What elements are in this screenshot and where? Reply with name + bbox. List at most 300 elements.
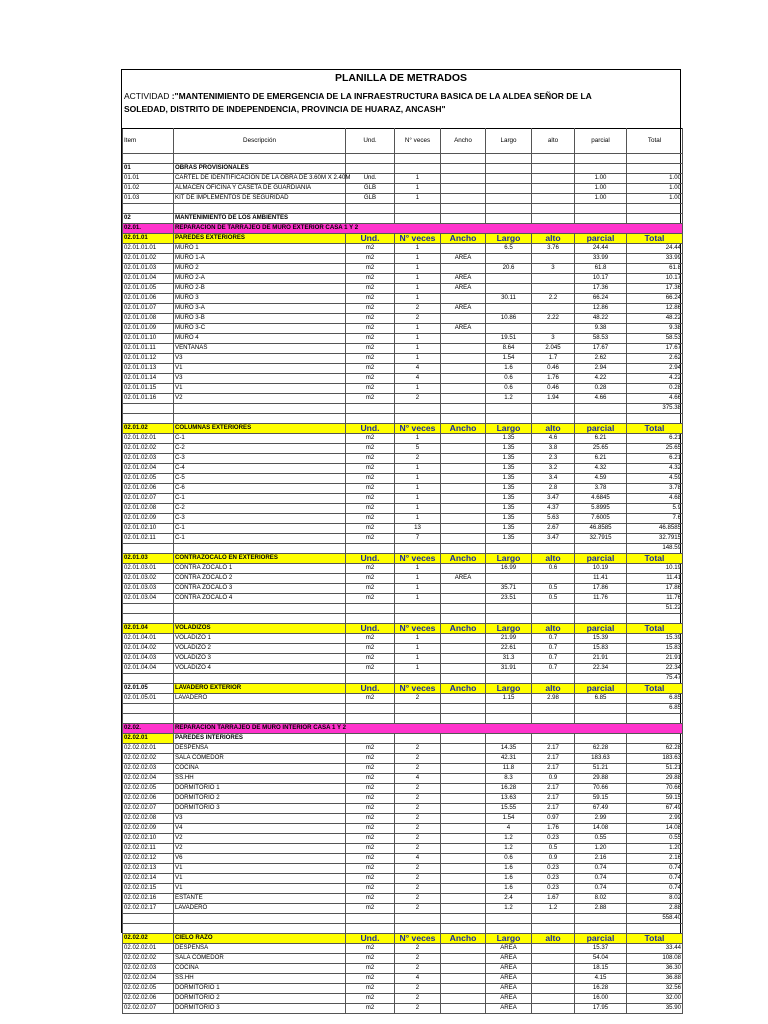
cell-item: 02.01.01.01: [123, 244, 174, 254]
cell-ancho: AREA: [441, 274, 486, 284]
table-row: [123, 454, 683, 464]
cell-item: 02.01.01.14: [123, 374, 174, 384]
cell-total: 4.32: [627, 464, 683, 474]
cell-ancho: [441, 534, 486, 544]
cell-item: 02.01.02.05: [123, 474, 174, 484]
empty-cell: [123, 204, 174, 214]
cell-und: m2: [346, 454, 395, 464]
subtotal-value: 75.47: [627, 674, 683, 684]
empty-cell: [441, 734, 486, 744]
item-code: 02.01.: [123, 224, 174, 234]
cell-item: 02.02.02.01: [123, 944, 174, 954]
table-row: [123, 584, 683, 594]
cell-ancho: [441, 584, 486, 594]
cell-parcial: 15.39: [575, 634, 627, 644]
cell-ancho: [441, 784, 486, 794]
cell-nveces: 4: [395, 774, 441, 784]
subtotal-row: [123, 674, 683, 684]
cell-und: m2: [346, 574, 395, 584]
cell-desc: COCINA: [174, 964, 346, 974]
cell-und: m2: [346, 304, 395, 314]
cell-nveces: 2: [395, 314, 441, 324]
cell-ancho: [441, 434, 486, 444]
cell-largo: AREA: [486, 1004, 532, 1014]
empty-cell: [486, 614, 532, 624]
cell-und: m2: [346, 394, 395, 404]
cell-alto: 2.2: [532, 294, 575, 304]
col-header-ancho: Ancho: [441, 129, 486, 154]
cell-largo: 1.2: [486, 904, 532, 914]
cell-largo: 31.3: [486, 654, 532, 664]
empty-cell: [395, 604, 441, 614]
cell-parcial: 29.88: [575, 774, 627, 784]
table-row: [123, 194, 683, 204]
empty-cell: [174, 604, 346, 614]
cell-total: 48.22: [627, 314, 683, 324]
empty-cell: [486, 714, 532, 724]
cell-ancho: [441, 754, 486, 764]
item-code: 02.01.04: [123, 624, 174, 634]
cell-ancho: [441, 484, 486, 494]
section-col-alto: alto: [532, 554, 575, 564]
col-header-descripcion: Descripción: [174, 129, 346, 154]
cell-item: 02.01.05.01: [123, 694, 174, 704]
cell-alto: 5.63: [532, 514, 575, 524]
cell-desc: V4: [174, 824, 346, 834]
cell-desc: DORMITORIO 2: [174, 794, 346, 804]
table-row: [123, 784, 683, 794]
section-col-parcial: parcial: [575, 234, 627, 244]
cell-ancho: [441, 954, 486, 964]
cell-alto: [532, 254, 575, 264]
table-row: [123, 824, 683, 834]
cell-nveces: 7: [395, 534, 441, 544]
table-row: [123, 304, 683, 314]
cell-largo: 8.3: [486, 774, 532, 784]
cell-ancho: [441, 744, 486, 754]
section-header-row: [123, 624, 683, 634]
cell-nveces: 4: [395, 374, 441, 384]
cell-nveces: 1: [395, 294, 441, 304]
cell-desc: DORMITORIO 1: [174, 984, 346, 994]
cell-und: m2: [346, 334, 395, 344]
cell-largo: 19.51: [486, 334, 532, 344]
cell-desc: MURO 2: [174, 264, 346, 274]
cell-item: 02.01.02.09: [123, 514, 174, 524]
section-col-ancho: Ancho: [441, 424, 486, 434]
table-row: [123, 494, 683, 504]
cell-total: 6.21: [627, 454, 683, 464]
cell-item: 02.02.02.16: [123, 894, 174, 904]
cell-nveces: 1: [395, 574, 441, 584]
cell-und: GLB: [346, 184, 395, 194]
table-row: [123, 354, 683, 364]
cell-und: m2: [346, 1004, 395, 1014]
cell-alto: 1.2: [532, 904, 575, 914]
cell-alto: [532, 974, 575, 984]
cell-total: 108.08: [627, 954, 683, 964]
empty-cell: [174, 414, 346, 424]
cell-alto: 1.7: [532, 354, 575, 364]
cell-ancho: [441, 464, 486, 474]
cell-ancho: [441, 454, 486, 464]
section-col-largo: Largo: [486, 934, 532, 944]
cell-item: 02.01.02.07: [123, 494, 174, 504]
cell-largo: [486, 184, 532, 194]
table-row: [123, 1004, 683, 1014]
col-header-total: Total: [627, 129, 683, 154]
cell-alto: 2.8: [532, 484, 575, 494]
cell-ancho: [441, 764, 486, 774]
empty-cell: [532, 414, 575, 424]
cell-desc: DESPENSA: [174, 944, 346, 954]
cell-parcial: 32.7915: [575, 534, 627, 544]
cell-parcial: 3.78: [575, 484, 627, 494]
cell-und: m2: [346, 244, 395, 254]
cell-und: m2: [346, 864, 395, 874]
table-header-row: [123, 129, 683, 154]
empty-cell: [486, 154, 532, 164]
cell-item: 02.02.02.07: [123, 804, 174, 814]
cell-parcial: 5.8995: [575, 504, 627, 514]
empty-cell: [486, 674, 532, 684]
section-header-row: [123, 424, 683, 434]
cell-ancho: [441, 444, 486, 454]
cell-parcial: 7.6005: [575, 514, 627, 524]
cell-total: 17.36: [627, 284, 683, 294]
empty-cell: [627, 614, 683, 624]
cell-largo: [486, 574, 532, 584]
cell-nveces: 1: [395, 354, 441, 364]
cell-alto: 0.23: [532, 834, 575, 844]
table-row: [123, 314, 683, 324]
empty-cell: [441, 544, 486, 554]
empty-cell: [441, 914, 486, 924]
cell-desc: CONTRA ZOCALO 1: [174, 564, 346, 574]
cell-total: 32.7915: [627, 534, 683, 544]
section-col-total: Total: [627, 554, 683, 564]
cell-desc: V6: [174, 854, 346, 864]
cell-und: m2: [346, 274, 395, 284]
cell-largo: 0.6: [486, 374, 532, 384]
cell-und: m2: [346, 754, 395, 764]
cell-und: m2: [346, 634, 395, 644]
cell-total: 2.16: [627, 854, 683, 864]
cell-parcial: 15.83: [575, 644, 627, 654]
cell-ancho: [441, 884, 486, 894]
empty-cell: [123, 154, 174, 164]
cell-largo: 1.6: [486, 874, 532, 884]
empty-cell: [395, 914, 441, 924]
empty-cell: [486, 604, 532, 614]
cell-ancho: [441, 564, 486, 574]
cell-ancho: [441, 984, 486, 994]
cell-und: m2: [346, 504, 395, 514]
cell-alto: [532, 184, 575, 194]
empty-cell: [346, 164, 395, 174]
cell-total: 0.55: [627, 834, 683, 844]
empty-cell: [486, 414, 532, 424]
cell-desc: LAVADERO: [174, 904, 346, 914]
empty-cell: [346, 604, 395, 614]
cell-total: 14.08: [627, 824, 683, 834]
cell-alto: 0.5: [532, 844, 575, 854]
empty-cell: [174, 614, 346, 624]
cell-und: m2: [346, 904, 395, 914]
cell-total: 33.44: [627, 944, 683, 954]
cell-nveces: 1: [395, 384, 441, 394]
cell-nveces: 1: [395, 664, 441, 674]
cell-total: 66.24: [627, 294, 683, 304]
cell-alto: 3.4: [532, 474, 575, 484]
cell-nveces: 1: [395, 194, 441, 204]
cell-alto: 0.46: [532, 364, 575, 374]
empty-cell: [346, 544, 395, 554]
actividad-line-2: SOLEDAD, DISTRITO DE INDEPENDENCIA, PROVINCIA DE HUARAZ, ANCASH": [124, 104, 446, 114]
empty-cell: [532, 914, 575, 924]
cell-total: 9.38: [627, 324, 683, 334]
table-row: [123, 244, 683, 254]
cell-largo: 23.51: [486, 594, 532, 604]
cell-item: 01.02: [123, 184, 174, 194]
cell-total: 24.44: [627, 244, 683, 254]
cell-und: m2: [346, 474, 395, 484]
empty-cell: [346, 914, 395, 924]
cell-und: m2: [346, 654, 395, 664]
cell-total: 70.66: [627, 784, 683, 794]
cell-item: 02.02.02.04: [123, 974, 174, 984]
cell-und: m2: [346, 894, 395, 904]
cell-und: m2: [346, 384, 395, 394]
cell-nveces: 2: [395, 944, 441, 954]
cell-nveces: 1: [395, 494, 441, 504]
section-col-und: Und.: [346, 554, 395, 564]
cell-nveces: 2: [395, 884, 441, 894]
empty-cell: [627, 154, 683, 164]
cell-und: Und.: [346, 174, 395, 184]
cell-total: 17.86: [627, 584, 683, 594]
empty-cell: [174, 674, 346, 684]
section-col-und: Und.: [346, 934, 395, 944]
cell-parcial: 2.88: [575, 904, 627, 914]
cell-und: m2: [346, 964, 395, 974]
empty-cell: [486, 704, 532, 714]
empty-cell: [395, 734, 441, 744]
subtotal-row: [123, 604, 683, 614]
section-col-alto: alto: [532, 684, 575, 694]
cell-desc: V1: [174, 364, 346, 374]
cell-und: m2: [346, 784, 395, 794]
table-row: [123, 954, 683, 964]
cell-ancho: [441, 634, 486, 644]
cell-ancho: [441, 394, 486, 404]
empty-cell: [395, 164, 441, 174]
cell-ancho: [441, 804, 486, 814]
cell-alto: 3.2: [532, 464, 575, 474]
cell-parcial: 1.00: [575, 194, 627, 204]
item-code: 02.02.01: [123, 734, 174, 744]
empty-cell: [123, 714, 174, 724]
table-row: [123, 744, 683, 754]
cell-item: 01.03: [123, 194, 174, 204]
table-row: [123, 974, 683, 984]
cell-total: 12.86: [627, 304, 683, 314]
cell-ancho: AREA: [441, 304, 486, 314]
cell-und: m2: [346, 874, 395, 884]
cell-nveces: 2: [395, 994, 441, 1004]
cell-nveces: 2: [395, 804, 441, 814]
metrados-sheet: [121, 69, 681, 1012]
empty-cell: [123, 544, 174, 554]
empty-cell: [346, 674, 395, 684]
cell-desc: DORMITORIO 1: [174, 784, 346, 794]
cell-und: m2: [346, 444, 395, 454]
empty-cell: [575, 404, 627, 414]
blank-row: [123, 614, 683, 624]
cell-alto: 3: [532, 334, 575, 344]
cell-nveces: 1: [395, 284, 441, 294]
table-row: [123, 254, 683, 264]
cell-largo: 1.35: [486, 504, 532, 514]
section-col-alto: alto: [532, 934, 575, 944]
item-code: 02.01.02: [123, 424, 174, 434]
cell-desc: C-1: [174, 434, 346, 444]
cell-und: m2: [346, 524, 395, 534]
cell-alto: 2.3: [532, 454, 575, 464]
cell-desc: C-2: [174, 444, 346, 454]
cell-parcial: 6.21: [575, 434, 627, 444]
cell-parcial: 33.99: [575, 254, 627, 264]
cell-desc: V2: [174, 844, 346, 854]
cell-ancho: [441, 334, 486, 344]
cell-desc: MURO 2-B: [174, 284, 346, 294]
cell-nveces: 1: [395, 334, 441, 344]
cell-total: 25.65: [627, 444, 683, 454]
cell-largo: 8.64: [486, 344, 532, 354]
cell-item: 02.02.02.03: [123, 764, 174, 774]
cell-parcial: 0.74: [575, 874, 627, 884]
cell-parcial: 58.53: [575, 334, 627, 344]
cell-alto: 0.6: [532, 564, 575, 574]
cell-total: 46.8585: [627, 524, 683, 534]
empty-cell: [575, 604, 627, 614]
cell-alto: 0.5: [532, 594, 575, 604]
table-row: [123, 764, 683, 774]
cell-alto: 0.23: [532, 864, 575, 874]
empty-cell: [441, 924, 486, 934]
cell-nveces: 1: [395, 344, 441, 354]
empty-cell: [441, 714, 486, 724]
cell-parcial: 10.19: [575, 564, 627, 574]
col-header-parcial: parcial: [575, 129, 627, 154]
empty-cell: [346, 154, 395, 164]
cell-largo: 1.15: [486, 694, 532, 704]
cell-total: 0.28: [627, 384, 683, 394]
section-col-nveces: N° veces: [395, 684, 441, 694]
empty-cell: [532, 164, 575, 174]
empty-cell: [441, 604, 486, 614]
section-title: LAVADERO EXTERIOR: [174, 684, 346, 694]
table-row: [123, 574, 683, 584]
cell-total: 1.00: [627, 194, 683, 204]
cell-item: 02.02.02.17: [123, 904, 174, 914]
cell-desc: V3: [174, 354, 346, 364]
cell-desc: VOLADIZO 3: [174, 654, 346, 664]
subtotal-value: 375.38: [627, 404, 683, 414]
section-col-parcial: parcial: [575, 624, 627, 634]
cell-ancho: [441, 994, 486, 1004]
cell-desc: MURO 3-A: [174, 304, 346, 314]
cell-parcial: 2.99: [575, 814, 627, 824]
cell-largo: 21.99: [486, 634, 532, 644]
cell-item: 02.02.02.01: [123, 744, 174, 754]
cell-alto: 1.76: [532, 824, 575, 834]
cell-nveces: 1: [395, 174, 441, 184]
empty-cell: [395, 704, 441, 714]
col-header-alto: alto: [532, 129, 575, 154]
cell-ancho: [441, 374, 486, 384]
table-row: [123, 594, 683, 604]
blank-row: [123, 414, 683, 424]
empty-cell: [486, 164, 532, 174]
empty-cell: [486, 914, 532, 924]
section-col-alto: alto: [532, 424, 575, 434]
cell-item: 02.02.02.02: [123, 954, 174, 964]
cell-item: 02.01.01.05: [123, 284, 174, 294]
cell-item: 02.01.02.06: [123, 484, 174, 494]
cell-parcial: 4.32: [575, 464, 627, 474]
section-col-ancho: Ancho: [441, 684, 486, 694]
cell-total: 22.34: [627, 664, 683, 674]
empty-cell: [575, 154, 627, 164]
cell-ancho: [441, 354, 486, 364]
cell-alto: 2.045: [532, 344, 575, 354]
empty-cell: [346, 214, 395, 224]
item-code: 02.01.01: [123, 234, 174, 244]
cell-desc: V3: [174, 374, 346, 384]
table-row: [123, 444, 683, 454]
empty-cell: [441, 614, 486, 624]
cell-largo: [486, 274, 532, 284]
section-title: CONTRAZOCALO EN EXTERIORES: [174, 554, 346, 564]
cell-total: 6.85: [627, 694, 683, 704]
cell-total: 58.53: [627, 334, 683, 344]
cell-largo: 31.91: [486, 664, 532, 674]
cell-item: 02.02.02.06: [123, 794, 174, 804]
cell-parcial: 2.16: [575, 854, 627, 864]
cell-alto: 2.22: [532, 314, 575, 324]
cell-parcial: 14.08: [575, 824, 627, 834]
section-header-row: [123, 934, 683, 944]
cell-largo: AREA: [486, 944, 532, 954]
cell-item: 01.01: [123, 174, 174, 184]
cell-desc: V1: [174, 874, 346, 884]
cell-item: 02.01.01.09: [123, 324, 174, 334]
cell-desc: LAVADERO: [174, 694, 346, 704]
cell-item: 02.01.04.01: [123, 634, 174, 644]
blank-row: [123, 714, 683, 724]
table-row: [123, 334, 683, 344]
cell-item: 02.02.02.02: [123, 754, 174, 764]
cell-alto: 0.23: [532, 884, 575, 894]
cell-und: m2: [346, 294, 395, 304]
band-title: REPARACION TARRAJEO DE MURO INTERIOR CASA 1 Y 2: [174, 724, 683, 734]
table-row: [123, 364, 683, 374]
cell-parcial: 17.95: [575, 1004, 627, 1014]
cell-desc: C-5: [174, 474, 346, 484]
cell-nveces: 1: [395, 254, 441, 264]
cell-largo: 1.35: [486, 484, 532, 494]
